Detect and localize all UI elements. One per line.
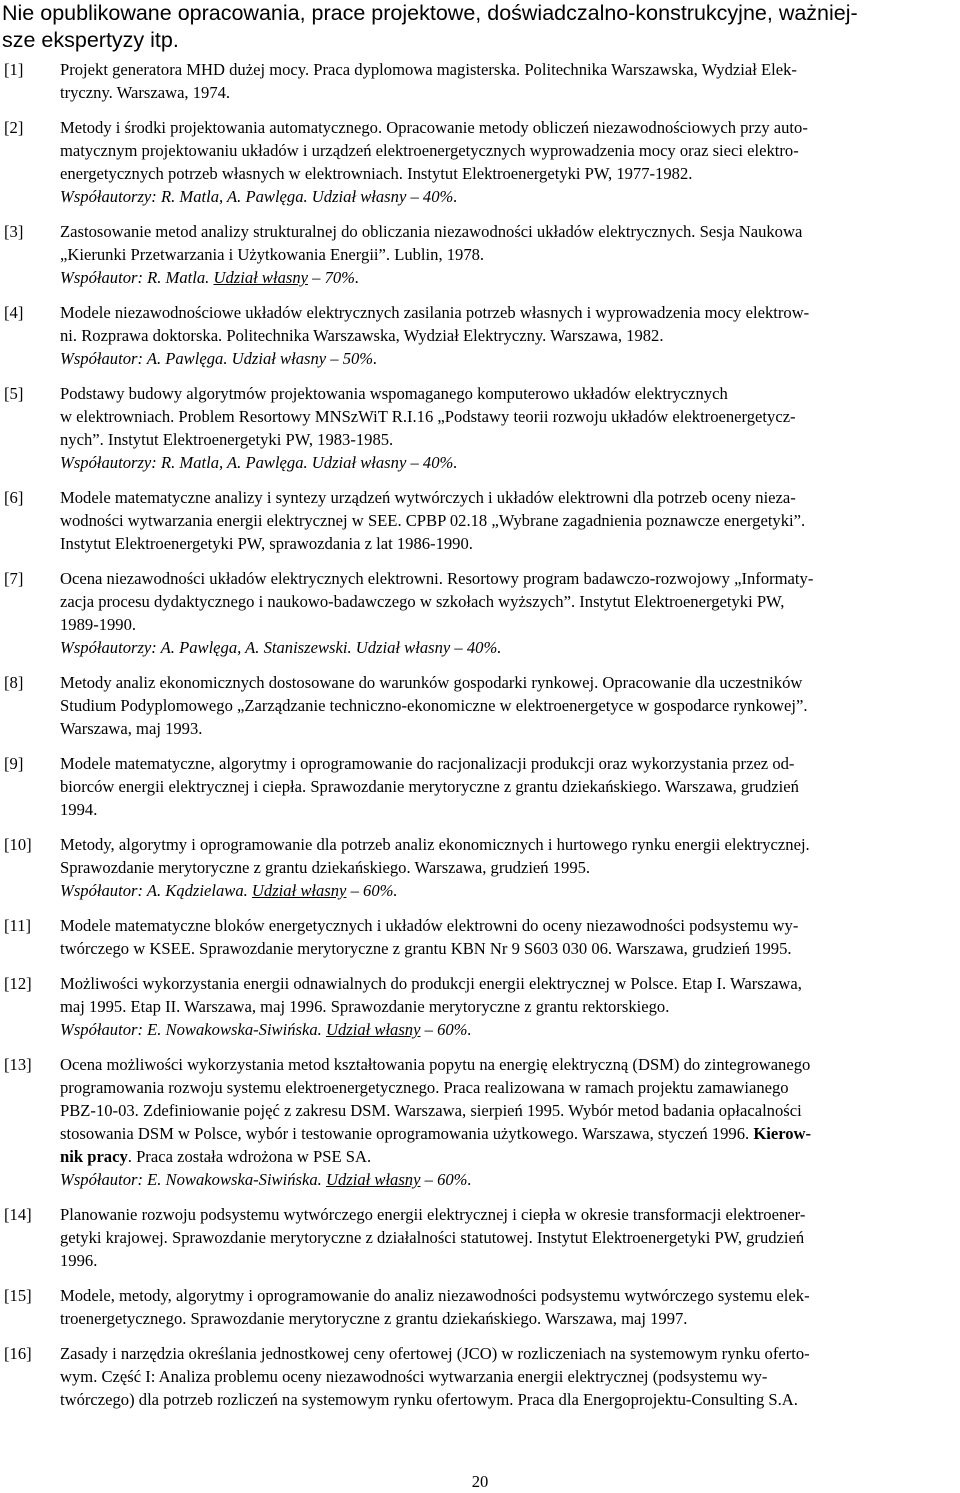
text-run: Udział własny — [251, 881, 347, 900]
reference-line — [60, 162, 946, 185]
reference-text — [60, 220, 946, 289]
reference-line — [60, 1203, 946, 1226]
reference-line — [60, 833, 946, 856]
reference-line — [60, 613, 946, 636]
text-run: Modele, metody, algorytmy i oprogramowanie do analiz niezawodności podsystemu wytwórczego systemu elek- — [60, 1286, 810, 1305]
reference-text — [60, 301, 946, 370]
text-run: Kierow- — [753, 1124, 812, 1143]
reference-line — [60, 798, 946, 821]
reference-text — [60, 382, 946, 474]
reference-line — [60, 266, 946, 289]
text-run: Modele matematyczne analizy i syntezy urządzeń wytwórczych i układów elektrowni dla potrzeb oceny nieza- — [60, 488, 796, 507]
reference-line — [60, 185, 946, 208]
reference-line — [60, 775, 946, 798]
text-run: Instytut Elektroenergetyki PW, sprawozdania z lat 1986-1990. — [60, 534, 473, 553]
reference-line — [60, 220, 946, 243]
reference-line — [60, 1145, 946, 1168]
reference-item — [0, 1203, 946, 1272]
text-run: wodności wytwarzania energii elektrycznej w SEE. CPBP 02.18 „Wybrane zagadnienia poznawcze energetyki”. — [60, 511, 806, 530]
text-run: getyki krajowej. Sprawozdanie merytoryczne z działalności statutowej. Instytut Elektroenergetyki PW, grudzień — [60, 1228, 805, 1247]
reference-number: [3] — [4, 222, 24, 241]
reference-line — [60, 717, 946, 740]
reference-text — [60, 972, 946, 1041]
reference-item — [0, 1053, 946, 1191]
reference-line — [60, 972, 946, 995]
text-run: Możliwości wykorzystania energii odnawialnych do produkcji energii elektrycznej w Polsce. Etap I. Warszawa, — [60, 974, 802, 993]
reference-line — [60, 451, 946, 474]
text-run: – 60%. — [420, 1020, 472, 1039]
text-run: zacja procesu dydaktycznego i naukowo-badawczego w szkołach wyższych”. Instytut Elektroenergetyki PW, — [60, 592, 785, 611]
text-run: Współautor: A. Pawlęga. Udział własny – 50%. — [60, 349, 378, 368]
text-run: Współautor: E. Nowakowska-Siwińska. — [60, 1170, 326, 1189]
reference-line — [60, 1122, 946, 1145]
reference-line — [60, 937, 946, 960]
text-run: Współautor: A. Kądzielawa. — [60, 881, 252, 900]
text-run: 1994. — [60, 800, 98, 819]
text-run: Ocena niezawodności układów elektrycznych elektrowni. Resortowy program badawczo-rozwojowy „Informaty- — [60, 569, 814, 588]
text-run: Warszawa, maj 1993. — [60, 719, 203, 738]
text-run: Udział własny — [325, 1020, 421, 1039]
reference-number: [1] — [4, 60, 24, 79]
text-run: Modele matematyczne, algorytmy i oprogramowanie do racjonalizacji produkcji oraz wykorzystania przez od- — [60, 754, 795, 773]
text-run: Metody, algorytmy i oprogramowanie dla potrzeb analiz ekonomicznych i hurtowego rynku energii elektrycznej. — [60, 835, 810, 854]
reference-number: [9] — [4, 754, 24, 773]
reference-line — [60, 1018, 946, 1041]
text-run: maj 1995. Etap II. Warszawa, maj 1996. Sprawozdanie merytoryczne z grantu rektorskiego. — [60, 997, 670, 1016]
text-run: – 70%. — [307, 268, 360, 287]
reference-line — [60, 1099, 946, 1122]
reference-line — [60, 671, 946, 694]
reference-item — [0, 671, 946, 740]
text-run: Udział własny — [325, 1170, 421, 1189]
text-run: energetycznych potrzeb własnych w elektrowniach. Instytut Elektroenergetyki PW, 1977-1982. — [60, 164, 693, 183]
reference-item — [0, 301, 946, 370]
text-run: 1989-1990. — [60, 615, 137, 634]
reference-item — [0, 567, 946, 659]
reference-line — [60, 1168, 946, 1191]
text-run: programowania rozwoju systemu elektroenergetycznego. Praca realizowana w ramach projektu zamawianego — [60, 1078, 789, 1097]
text-run: Zastosowanie metod analizy strukturalnej do obliczania niezawodności układów elektrycznych. Sesja Naukowa — [60, 222, 803, 241]
text-run: wym. Część I: Analiza problemu oceny niezawodności wytwarzania energii elektrycznej (podsystemu wy- — [60, 1367, 768, 1386]
reference-item — [0, 58, 946, 104]
text-run: w elektrowniach. Problem Resortowy MNSzWiT R.I.16 „Podstawy teorii rozwoju układów elektroenergetycz- — [60, 407, 796, 426]
reference-line — [60, 1307, 946, 1330]
text-run: Planowanie rozwoju podsystemu wytwórczego energii elektrycznej i ciepła w okresie transformacji elektroener- — [60, 1205, 806, 1224]
reference-number: [5] — [4, 384, 24, 403]
text-run: troenergetycznego. Sprawozdanie merytoryczne z grantu dziekańskiego. Warszawa, maj 1997. — [60, 1309, 688, 1328]
reference-item — [0, 752, 946, 821]
text-run: – 60%. — [346, 881, 398, 900]
reference-line — [60, 81, 946, 104]
reference-line — [60, 509, 946, 532]
reference-number: [14] — [4, 1205, 32, 1224]
text-run: matycznym projektowaniu układów i urządzeń elektroenergetycznych wyprowadzenia mocy oraz sieci elektro- — [60, 141, 799, 160]
text-run: . Praca została wdrożona w PSE SA. — [127, 1147, 372, 1166]
text-run: Metody i środki projektowania automatycznego. Opracowanie metody obliczeń niezawodnościowych przy auto- — [60, 118, 808, 137]
text-run: nych”. Instytut Elektroenergetyki PW, 1983-1985. — [60, 430, 394, 449]
heading-line: sze ekspertyzy itp. — [2, 28, 179, 52]
reference-line — [60, 914, 946, 937]
reference-line — [60, 694, 946, 717]
reference-line — [60, 382, 946, 405]
reference-line — [60, 324, 946, 347]
reference-line — [60, 879, 946, 902]
heading-line: Nie opublikowane opracowania, prace projektowe, doświadczalno-konstrukcyjne, ważniej- — [2, 1, 858, 25]
reference-line — [60, 243, 946, 266]
reference-line — [60, 428, 946, 451]
reference-line — [60, 486, 946, 509]
text-run: Współautorzy: A. Pawlęga, A. Staniszewski. Udział własny – 40%. — [60, 638, 502, 657]
text-run: „Kierunki Przetwarzania i Użytkowania Energii”. Lublin, 1978. — [60, 245, 485, 264]
text-run: Sprawozdanie merytoryczne z grantu dziekańskiego. Warszawa, grudzień 1995. — [60, 858, 591, 877]
reference-text — [60, 567, 946, 659]
reference-text — [60, 1053, 946, 1191]
text-run: tryczny. Warszawa, 1974. — [60, 83, 231, 102]
reference-number: [15] — [4, 1286, 32, 1305]
reference-number: [11] — [4, 916, 32, 935]
reference-line — [60, 995, 946, 1018]
reference-item — [0, 1342, 946, 1411]
reference-number: [12] — [4, 974, 32, 993]
reference-number: [13] — [4, 1055, 32, 1074]
reference-list — [0, 58, 960, 1423]
text-run: Udział własny — [213, 268, 308, 287]
text-run: Podstawy budowy algorytmów projektowania wspomaganego komputerowo układów elektrycznych — [60, 384, 728, 403]
reference-line — [60, 1226, 946, 1249]
reference-item — [0, 972, 946, 1041]
reference-item — [0, 1284, 946, 1330]
text-run: Studium Podyplomowego „Zarządzanie techniczno-ekonomiczne w elektroenergetyce w gospodarce rynkowej”. — [60, 696, 808, 715]
reference-line — [60, 532, 946, 555]
text-run: biorców energii elektrycznej i ciepła. Sprawozdanie merytoryczne z grantu dziekańskiego. Warszawa, grudzień — [60, 777, 799, 796]
reference-item — [0, 116, 946, 208]
reference-text — [60, 914, 946, 960]
reference-line — [60, 1076, 946, 1099]
text-run: Modele matematyczne bloków energetycznych i układów elektrowni do oceny niezawodności podsystemu wy- — [60, 916, 799, 935]
reference-line — [60, 636, 946, 659]
text-run: Współautor: R. Matla. — [60, 268, 214, 287]
text-run: Współautor: E. Nowakowska-Siwińska. — [60, 1020, 326, 1039]
reference-text — [60, 58, 946, 104]
text-run: nik pracy — [60, 1147, 128, 1166]
text-run: 1996. — [60, 1251, 98, 1270]
reference-item — [0, 833, 946, 902]
reference-number: [16] — [4, 1344, 32, 1363]
reference-text — [60, 1284, 946, 1330]
reference-number: [8] — [4, 673, 24, 692]
reference-line — [60, 301, 946, 324]
reference-line — [60, 856, 946, 879]
text-run: Projekt generatora MHD dużej mocy. Praca dyplomowa magisterska. Politechnika Warszawska, Wydział Elek- — [60, 60, 797, 79]
reference-number: [2] — [4, 118, 24, 137]
reference-line — [60, 567, 946, 590]
text-run: ni. Rozprawa doktorska. Politechnika Warszawska, Wydział Elektryczny. Warszawa, 1982. — [60, 326, 664, 345]
text-run: PBZ-10-03. Zdefiniowanie pojęć z zakresu DSM. Warszawa, sierpień 1995. Wybór metod badania opłacalności — [60, 1101, 802, 1120]
reference-text — [60, 116, 946, 208]
reference-line — [60, 347, 946, 370]
reference-text — [60, 671, 946, 740]
text-run: stosowania DSM w Polsce, wybór i testowanie oprogramowania użytkowego. Warszawa, styczeń 1996. — [60, 1124, 754, 1143]
reference-line — [60, 1388, 946, 1411]
page-number: 20 — [471, 1472, 489, 1491]
reference-line — [60, 1053, 946, 1076]
reference-number: [6] — [4, 488, 24, 507]
reference-text — [60, 1342, 946, 1411]
reference-text — [60, 486, 946, 555]
text-run: – 60%. — [420, 1170, 472, 1189]
reference-line — [60, 1365, 946, 1388]
reference-number: [10] — [4, 835, 32, 854]
reference-text — [60, 752, 946, 821]
reference-line — [60, 58, 946, 81]
reference-text — [60, 1203, 946, 1272]
text-run: twórczego) dla potrzeb rozliczeń na systemowym rynku ofertowym. Praca dla Energoprojektu-Consulting S.A. — [60, 1390, 798, 1409]
text-run: Zasady i narzędzia określania jednostkowej ceny ofertowej (JCO) w rozliczeniach na systemowym rynku oferto- — [60, 1344, 810, 1363]
text-run: Ocena możliwości wykorzystania metod kształtowania popytu na energię elektryczną (DSM) do zintegrowanego — [60, 1055, 811, 1074]
reference-text — [60, 833, 946, 902]
reference-line — [60, 139, 946, 162]
text-run: Modele niezawodnościowe układów elektrycznych zasilania potrzeb własnych i wyprowadzenia mocy elektrow- — [60, 303, 810, 322]
reference-line — [60, 752, 946, 775]
reference-item — [0, 382, 946, 474]
text-run: Współautorzy: R. Matla, A. Pawlęga. Udział własny – 40%. — [60, 453, 458, 472]
reference-item — [0, 220, 946, 289]
text-run: Współautorzy: R. Matla, A. Pawlęga. Udział własny – 40%. — [60, 187, 458, 206]
text-run: twórczego w KSEE. Sprawozdanie merytoryczne z grantu KBN Nr 9 S603 030 06. Warszawa, grudzień 1995. — [60, 939, 792, 958]
reference-line — [60, 1249, 946, 1272]
reference-item — [0, 486, 946, 555]
reference-line — [60, 1342, 946, 1365]
reference-item — [0, 914, 946, 960]
section-heading — [2, 0, 952, 54]
reference-line — [60, 590, 946, 613]
reference-number: [7] — [4, 569, 24, 588]
reference-line — [60, 116, 946, 139]
reference-line — [60, 405, 946, 428]
reference-line — [60, 1284, 946, 1307]
text-run: Metody analiz ekonomicznych dostosowane do warunków gospodarki rynkowej. Opracowanie dla uczestników — [60, 673, 803, 692]
reference-number: [4] — [4, 303, 24, 322]
